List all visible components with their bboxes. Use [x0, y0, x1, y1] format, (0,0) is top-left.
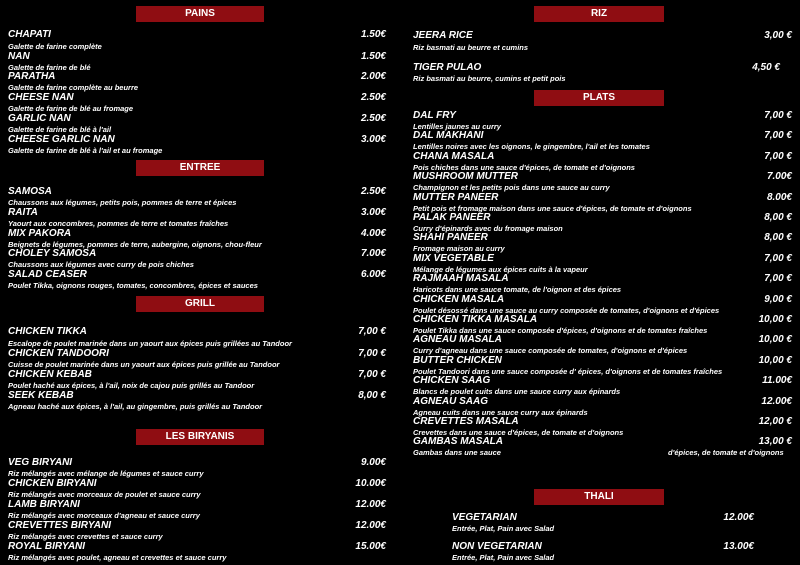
item-name: CHEESE NAN [8, 92, 74, 103]
item-name: TIGER PULAO [413, 62, 482, 73]
item-name: MIX PAKORA [8, 228, 72, 239]
item-price: 4.00€ [360, 228, 386, 239]
item-description: Poulet désossé dans une sauce au curry composée de tomates, d'oignons et d'épices [413, 305, 720, 315]
item-price: 2.50€ [360, 113, 386, 124]
item-description: Galette de farine de blé au fromage [8, 104, 134, 113]
item-price: 12.00€ [355, 499, 386, 510]
item-name: SAMOSA [8, 186, 52, 197]
item-name: CHAPATI [8, 29, 51, 40]
item-price: 13.00€ [723, 541, 754, 552]
item-name: NAN [8, 51, 30, 62]
section-header-pains: PAINS [136, 6, 264, 22]
item-name: CHICKEN SAAG [413, 375, 491, 387]
item-price: 7,00 € [764, 150, 792, 162]
item-price: 7,00 € [358, 348, 386, 359]
item-name: PALAK PANEER [413, 212, 491, 223]
item-price: 7.00€ [360, 248, 386, 259]
item-price: 8.00€ [766, 191, 792, 203]
item-description: Poulet Tikka dans une sauce composée d'épices, d'oignons et de tomates fraîches [413, 326, 708, 335]
item-name: NON VEGETARIAN [452, 541, 542, 552]
item-price: 3.00€ [360, 134, 386, 145]
item-description: Riz mélangés avec poulet, agneau et crevettes et sauce curry [8, 553, 227, 562]
item-name: CREVETTES BIRYANI [8, 520, 111, 531]
item-description: Fromage maison au curry [413, 244, 505, 254]
item-price: 12.00€ [355, 520, 386, 531]
item-price: 6.00€ [360, 269, 386, 280]
item-description: Crevettes dans une sauce d'épices, de tomate et d'oignons [413, 428, 624, 437]
item-name: AGNEAU SAAG [413, 395, 489, 407]
item-price: 8,00 € [358, 390, 386, 401]
item-price: 13,00 € [758, 436, 792, 448]
item-price: 12.00€ [723, 512, 754, 523]
item-name: CHEESE GARLIC NAN [8, 134, 115, 145]
item-description: Petit pois et fromage maison dans une sauce d'épices, de tomate et d'oignons [413, 203, 692, 213]
item-description: Blancs de poulet cuits dans une sauce curry aux épinards [413, 387, 621, 397]
item-description: Lentilles jaunes au curry [413, 122, 501, 131]
item-description: Agneau haché aux épices, à l'ail, au gingembre, puis grillés au Tandoor [8, 402, 263, 411]
item-price: 12,00 € [758, 416, 792, 427]
section-header-plats: PLATS [534, 90, 664, 106]
item-name: MUTTER PANEER [413, 191, 499, 203]
item-name: GAMBAS MASALA [413, 436, 503, 448]
section-header-biryanis: LES BIRYANIS [136, 429, 264, 445]
item-price: 2.50€ [360, 92, 386, 103]
item-name: MUSHROOM MUTTER [413, 171, 518, 183]
item-price: 12.00€ [761, 395, 792, 407]
item-description: Beignets de légumes, pommes de terre, aubergine, oignons, chou-fleur [8, 240, 262, 249]
item-price: 7,00 € [764, 110, 792, 121]
item-description: Galette de farine complète [8, 42, 102, 51]
item-price: 11.00€ [762, 375, 792, 387]
item-name: JEERA RICE [413, 30, 473, 41]
item-description: Riz basmati au beurre et cumins [413, 43, 529, 52]
item-description: Chaussons aux légumes, petits pois, pommes de terre et épices [8, 198, 237, 207]
item-price: 7,00 € [764, 130, 792, 142]
item-price: 2.50€ [360, 186, 386, 197]
section-header-entree: ENTREE [136, 160, 264, 176]
item-description: Curry d'agneau dans une sauce composée de tomates, d'oignons et d'épices [413, 346, 688, 356]
item-price: 7,00 € [764, 252, 792, 264]
item-name: CHICKEN TANDOORI [8, 348, 109, 359]
item-name: CHICKEN TIKKA MASALA [413, 314, 538, 325]
item-description: Lentilles noires avec les oignons, le gingembre, l'ail et les tomates [413, 142, 650, 152]
section-header-thali: THALI [534, 489, 664, 505]
item-price: 7,00 € [358, 326, 386, 337]
section-header-grill: GRILL [136, 296, 264, 312]
item-price: 1.50€ [360, 29, 386, 40]
item-name: VEG BIRYANI [8, 457, 73, 468]
item-name: CHICKEN KEBAB [8, 369, 92, 380]
item-name: LAMB BIRYANI [8, 499, 80, 510]
item-description: Riz mélangés avec morceaux de poulet et sauce curry [8, 490, 201, 499]
item-description: Poulet haché aux épices, à l'ail, noix de cajou puis grillés au Tandoor [8, 381, 255, 390]
item-description: Galette de farine complète au beurre [8, 83, 139, 92]
item-description: Riz mélangés avec crevettes et sauce curry [8, 532, 163, 541]
item-description: Poulet Tikka, oignons rouges, tomates, concombres, épices et sauces [8, 281, 258, 290]
item-name: DAL MAKHANI [413, 130, 484, 142]
item-name: CHANA MASALA [413, 150, 495, 162]
item-description: Entrée, Plat, Pain avec Salad [452, 553, 555, 562]
item-name: RAITA [8, 207, 38, 218]
item-price: 10,00 € [758, 314, 792, 325]
section-header-riz: RIZ [534, 6, 664, 22]
item-description: Gambas dans une sauce [413, 448, 501, 458]
item-name: RAJMAAH MASALA [413, 273, 509, 285]
item-price: 10.00€ [355, 478, 386, 489]
item-price: 7,00 € [764, 273, 792, 285]
item-description: Yaourt aux concombres, pommes de terre et tomates fraîches [8, 219, 229, 228]
item-name: MIX VEGETABLE [413, 252, 494, 264]
item-description: Riz mélangés avec mélange de légumes et sauce curry [8, 469, 204, 478]
item-description: Pois chiches dans une sauce d'épices, de tomate et d'oignons [413, 162, 635, 172]
item-description: Mélange de légumes aux épices cuits à la vapeur [413, 264, 588, 274]
item-name: VEGETARIAN [452, 512, 517, 523]
item-name: PARATHA [8, 71, 56, 82]
item-price: 4,50 € [752, 62, 780, 73]
item-price: 8,00 € [764, 212, 792, 223]
item-name: AGNEAU MASALA [413, 334, 502, 346]
item-description: Galette de farine de blé à l'ail [8, 125, 112, 134]
item-price: 2.00€ [360, 71, 386, 82]
item-description: Curry d'épinards avec du fromage maison [413, 224, 563, 233]
item-name: BUTTER CHICKEN [413, 354, 502, 366]
item-name: CHICKEN MASALA [413, 293, 505, 305]
item-price: 7,00 € [358, 369, 386, 380]
item-price: 9.00€ [360, 457, 386, 468]
item-description: Agneau cuits dans une sauce curry aux épinards [413, 407, 588, 417]
item-price: 9,00 € [764, 293, 792, 305]
item-price: 10,00 € [758, 354, 792, 366]
item-name: CHICKEN BIRYANI [8, 478, 97, 489]
item-description: Escalope de poulet marinée dans un yaourt aux épices puis grillées au Tandoor [8, 339, 292, 348]
item-description: Cuisse de poulet marinée dans un yaourt aux épices puis grillée au Tandoor [8, 360, 280, 369]
item-description-continued: d'épices, de tomate et d'oignons [668, 448, 784, 458]
item-name: GARLIC NAN [8, 113, 71, 124]
item-description: Champignon et les petits pois dans une sauce au curry [413, 183, 610, 193]
item-name: CHOLEY SAMOSA [8, 248, 97, 259]
item-name: CHICKEN TIKKA [8, 326, 87, 337]
item-price: 15.00€ [355, 541, 386, 552]
item-price: 1.50€ [360, 51, 386, 62]
item-description: Poulet Tandoori dans une sauce composée d' épices, d'oignons et de tomates fraîches [413, 366, 723, 376]
item-description: Riz mélangés avec morceaux d'agneau et sauce curry [8, 511, 200, 520]
item-name: DAL FRY [413, 110, 456, 121]
item-price: 3.00€ [360, 207, 386, 218]
item-description: Chaussons aux légumes avec curry de pois chiches [8, 260, 194, 269]
item-name: SEEK KEBAB [8, 390, 74, 401]
item-description: Haricots dans une sauce tomate, de l'oignon et des épices [413, 285, 622, 295]
item-price: 3,00 € [764, 30, 792, 41]
item-name: ROYAL BIRYANI [8, 541, 86, 552]
item-name: SALAD CEASER [8, 269, 87, 280]
item-description: Entrée, Plat, Pain avec Salad [452, 524, 555, 533]
item-description: Galette de farine de blé à l'ail et au fromage [8, 146, 163, 155]
item-price: 10,00 € [758, 334, 792, 346]
item-description: Galette de farine de blé [8, 63, 91, 72]
item-name: CREVETTES MASALA [413, 416, 519, 427]
item-name: SHAHI PANEER [413, 232, 488, 244]
item-description: Riz basmati au beurre, cumins et petit pois [413, 74, 566, 83]
item-price: 8,00 € [764, 232, 792, 244]
item-price: 7.00€ [766, 171, 792, 183]
